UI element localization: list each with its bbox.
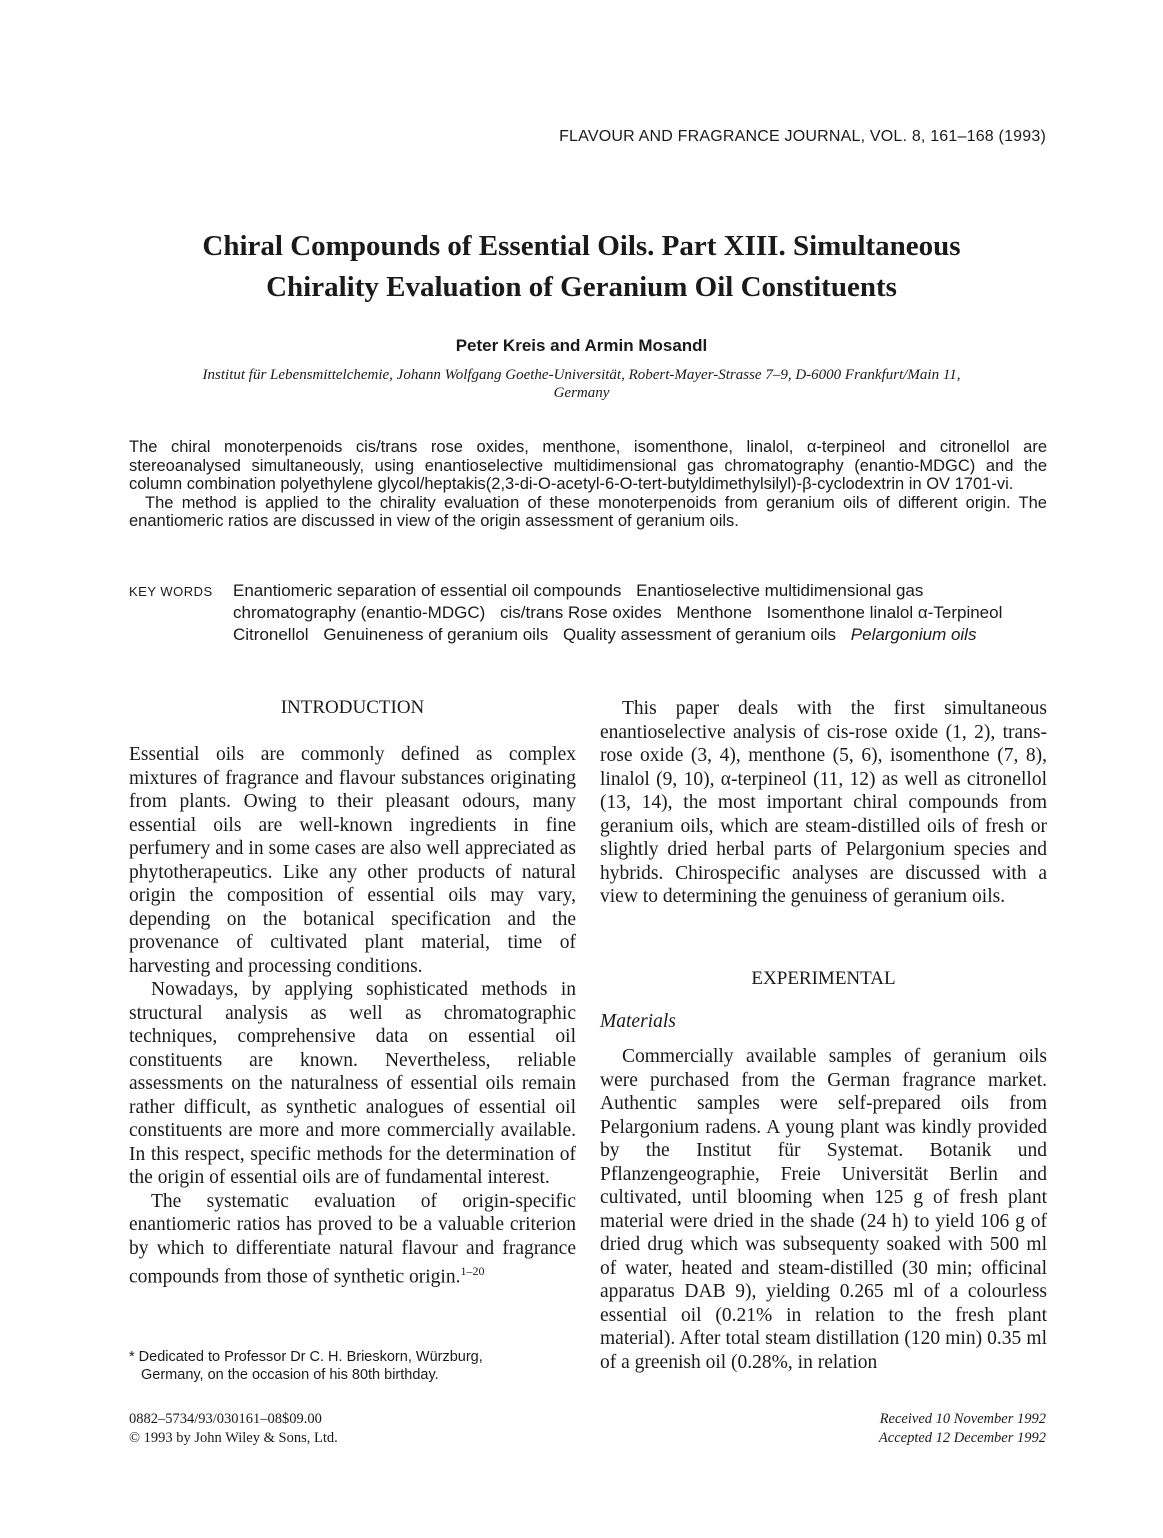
keyword: Pelargonium oils — [850, 625, 977, 644]
footer-right — [879, 1410, 1046, 1448]
footnote-line-2: Germany, on the occasion of his 80th birthday. — [141, 1367, 439, 1383]
abstract — [129, 438, 1047, 531]
keywords-label: KEY WORDS — [129, 584, 213, 599]
paper-title — [100, 226, 1063, 308]
affiliation-line-1: Institut für Lebensmittelchemie, Johann Wolfgang Goethe-Universität, Robert-Mayer-Strasse 7–9, D-6000 Frankfurt/Main 11, — [202, 367, 961, 383]
abstract-paragraph-1: The chiral monoterpenoids cis/trans rose oxides, menthone, isomenthone, linalol, α-terpineol and citronellol are stereoanalysed simultaneously, using enantioselective multidimensional gas chromatography (enantio-MDGC) and the column combination polyethylene glycol/heptakis(2,3-di-O-acetyl-6-O-tert-butyldimethylsilyl)-β-cyclodextrin in OV 1701-vi. — [129, 438, 1047, 493]
affiliation — [100, 366, 1063, 402]
abstract-paragraph-2: The method is applied to the chirality evaluation of these monoterpenoids from geranium oils of different origin. The enantiomeric ratios are discussed in view of the origin assessment of geranium oils. — [129, 493, 1047, 530]
experimental-heading: EXPERIMENTAL — [751, 968, 896, 989]
materials-subheading: Materials — [600, 1011, 676, 1032]
keyword: Menthone — [676, 603, 752, 622]
keyword: Citronellol — [233, 625, 309, 644]
materials-body — [600, 1045, 1047, 1374]
intro-paragraph-3 — [129, 1190, 576, 1290]
footnote-line-1: * Dedicated to Professor Dr C. H. Brieskorn, Würzburg, — [129, 1349, 483, 1365]
introduction-heading: INTRODUCTION — [280, 697, 425, 718]
accepted-date: Accepted 12 December 1992 — [878, 1430, 1046, 1446]
article-code: 0882–5734/93/030161–08$09.00 — [129, 1411, 322, 1427]
keyword: Enantiomeric separation of essential oil compounds — [233, 581, 622, 600]
keyword: Isomenthone linalol α-Terpineol — [766, 603, 1003, 622]
keyword: cis/trans Rose oxides — [500, 603, 662, 622]
title-line-1: Chiral Compounds of Essential Oils. Part XIII. Simultaneous — [202, 230, 961, 262]
received-date: Received 10 November 1992 — [879, 1411, 1046, 1427]
left-column-body — [129, 743, 576, 1289]
keyword: Quality assessment of geranium oils — [562, 625, 837, 644]
intro-paragraph-1: Essential oils are commonly defined as complex mixtures of fragrance and flavour substances originating from plants. Owing to their pleasant odours, many essential oils are well-known ingredients in fine perfumery and in some cases are also well appreciated as phytotherapeutics. Like any other products of natural origin the composition of essential oils may vary, depending on the botanical specification and the provenance of cultivated plant material, time of harvesting and processing conditions. — [129, 744, 576, 977]
keyword: Genuineness of geranium oils — [323, 625, 549, 644]
keywords-list — [233, 580, 1045, 646]
title-line-2: Chirality Evaluation of Geranium Oil Constituents — [266, 271, 897, 303]
intro-paragraph-3-text: The systematic evaluation of origin-specific enantiomeric ratios has proved to be a valuable criterion by which to differentiate natural flavour and fragrance compounds from those of synthetic origin. — [129, 1190, 576, 1288]
footer-left — [129, 1410, 338, 1448]
intro-paragraph-2: Nowadays, by applying sophisticated methods in structural analysis as well as chromatographic techniques, comprehensive data on essential oil constituents are known. Nevertheless, reliable assessments on the naturalness of essential oils remain rather difficult, as synthetic analogues of essential oil constituents are more and more commercially available. In this respect, specific methods for the determination of the origin of essential oils are of fundamental interest. — [129, 979, 576, 1188]
right-column-intro — [600, 697, 1047, 909]
dedication-footnote — [129, 1348, 576, 1384]
copyright: © 1993 by John Wiley & Sons, Ltd. — [129, 1430, 338, 1446]
keyword: Enantioselective multidimensional gas chromatography (enantio-MDGC) — [233, 581, 924, 622]
materials-paragraph: Commercially available samples of geranium oils were purchased from the German fragrance market. Authentic samples were self-prepared oils from Pelargonium radens. A young plant was kindly provided by the Institut für Systemat. Botanik und Pflanzengeographie, Freie Universität Berlin and cultivated, until blooming when 125 g of fresh plant material were dried in the shade (24 h) to yield 106 g of dried drug which was subsequenty soaked with 500 ml of water, heated and steam-distilled (30 min; officinal apparatus DAB 9), yielding 0.265 ml of a colourless essential oil (0.21% in relation to the fresh plant material). After total steam distillation (120 min) 0.35 ml of a greenish oil (0.28%, in relation — [600, 1046, 1047, 1373]
right-paragraph-1: This paper deals with the first simultaneous enantioselective analysis of cis-rose oxide (1, 2), trans-rose oxide (3, 4), menthone (5, 6), isomenthone (7, 8), linalol (9, 10), α-terpineol (11, 12) as well as citronellol (13, 14), the most important chiral compounds from geranium oils, which are steam-distilled oils of fresh or slightly dried herbal parts of Pelargonium species and hybrids. Chirospecific analyses are discussed with a view to determining the genuiness of geranium oils. — [600, 698, 1047, 907]
journal-header: FLAVOUR AND FRAGRANCE JOURNAL, VOL. 8, 161–168 (1993) — [559, 128, 1046, 145]
authors: Peter Kreis and Armin Mosandl — [455, 336, 708, 355]
affiliation-line-2: Germany — [553, 385, 610, 401]
reference-superscript: 1–20 — [460, 1264, 485, 1278]
